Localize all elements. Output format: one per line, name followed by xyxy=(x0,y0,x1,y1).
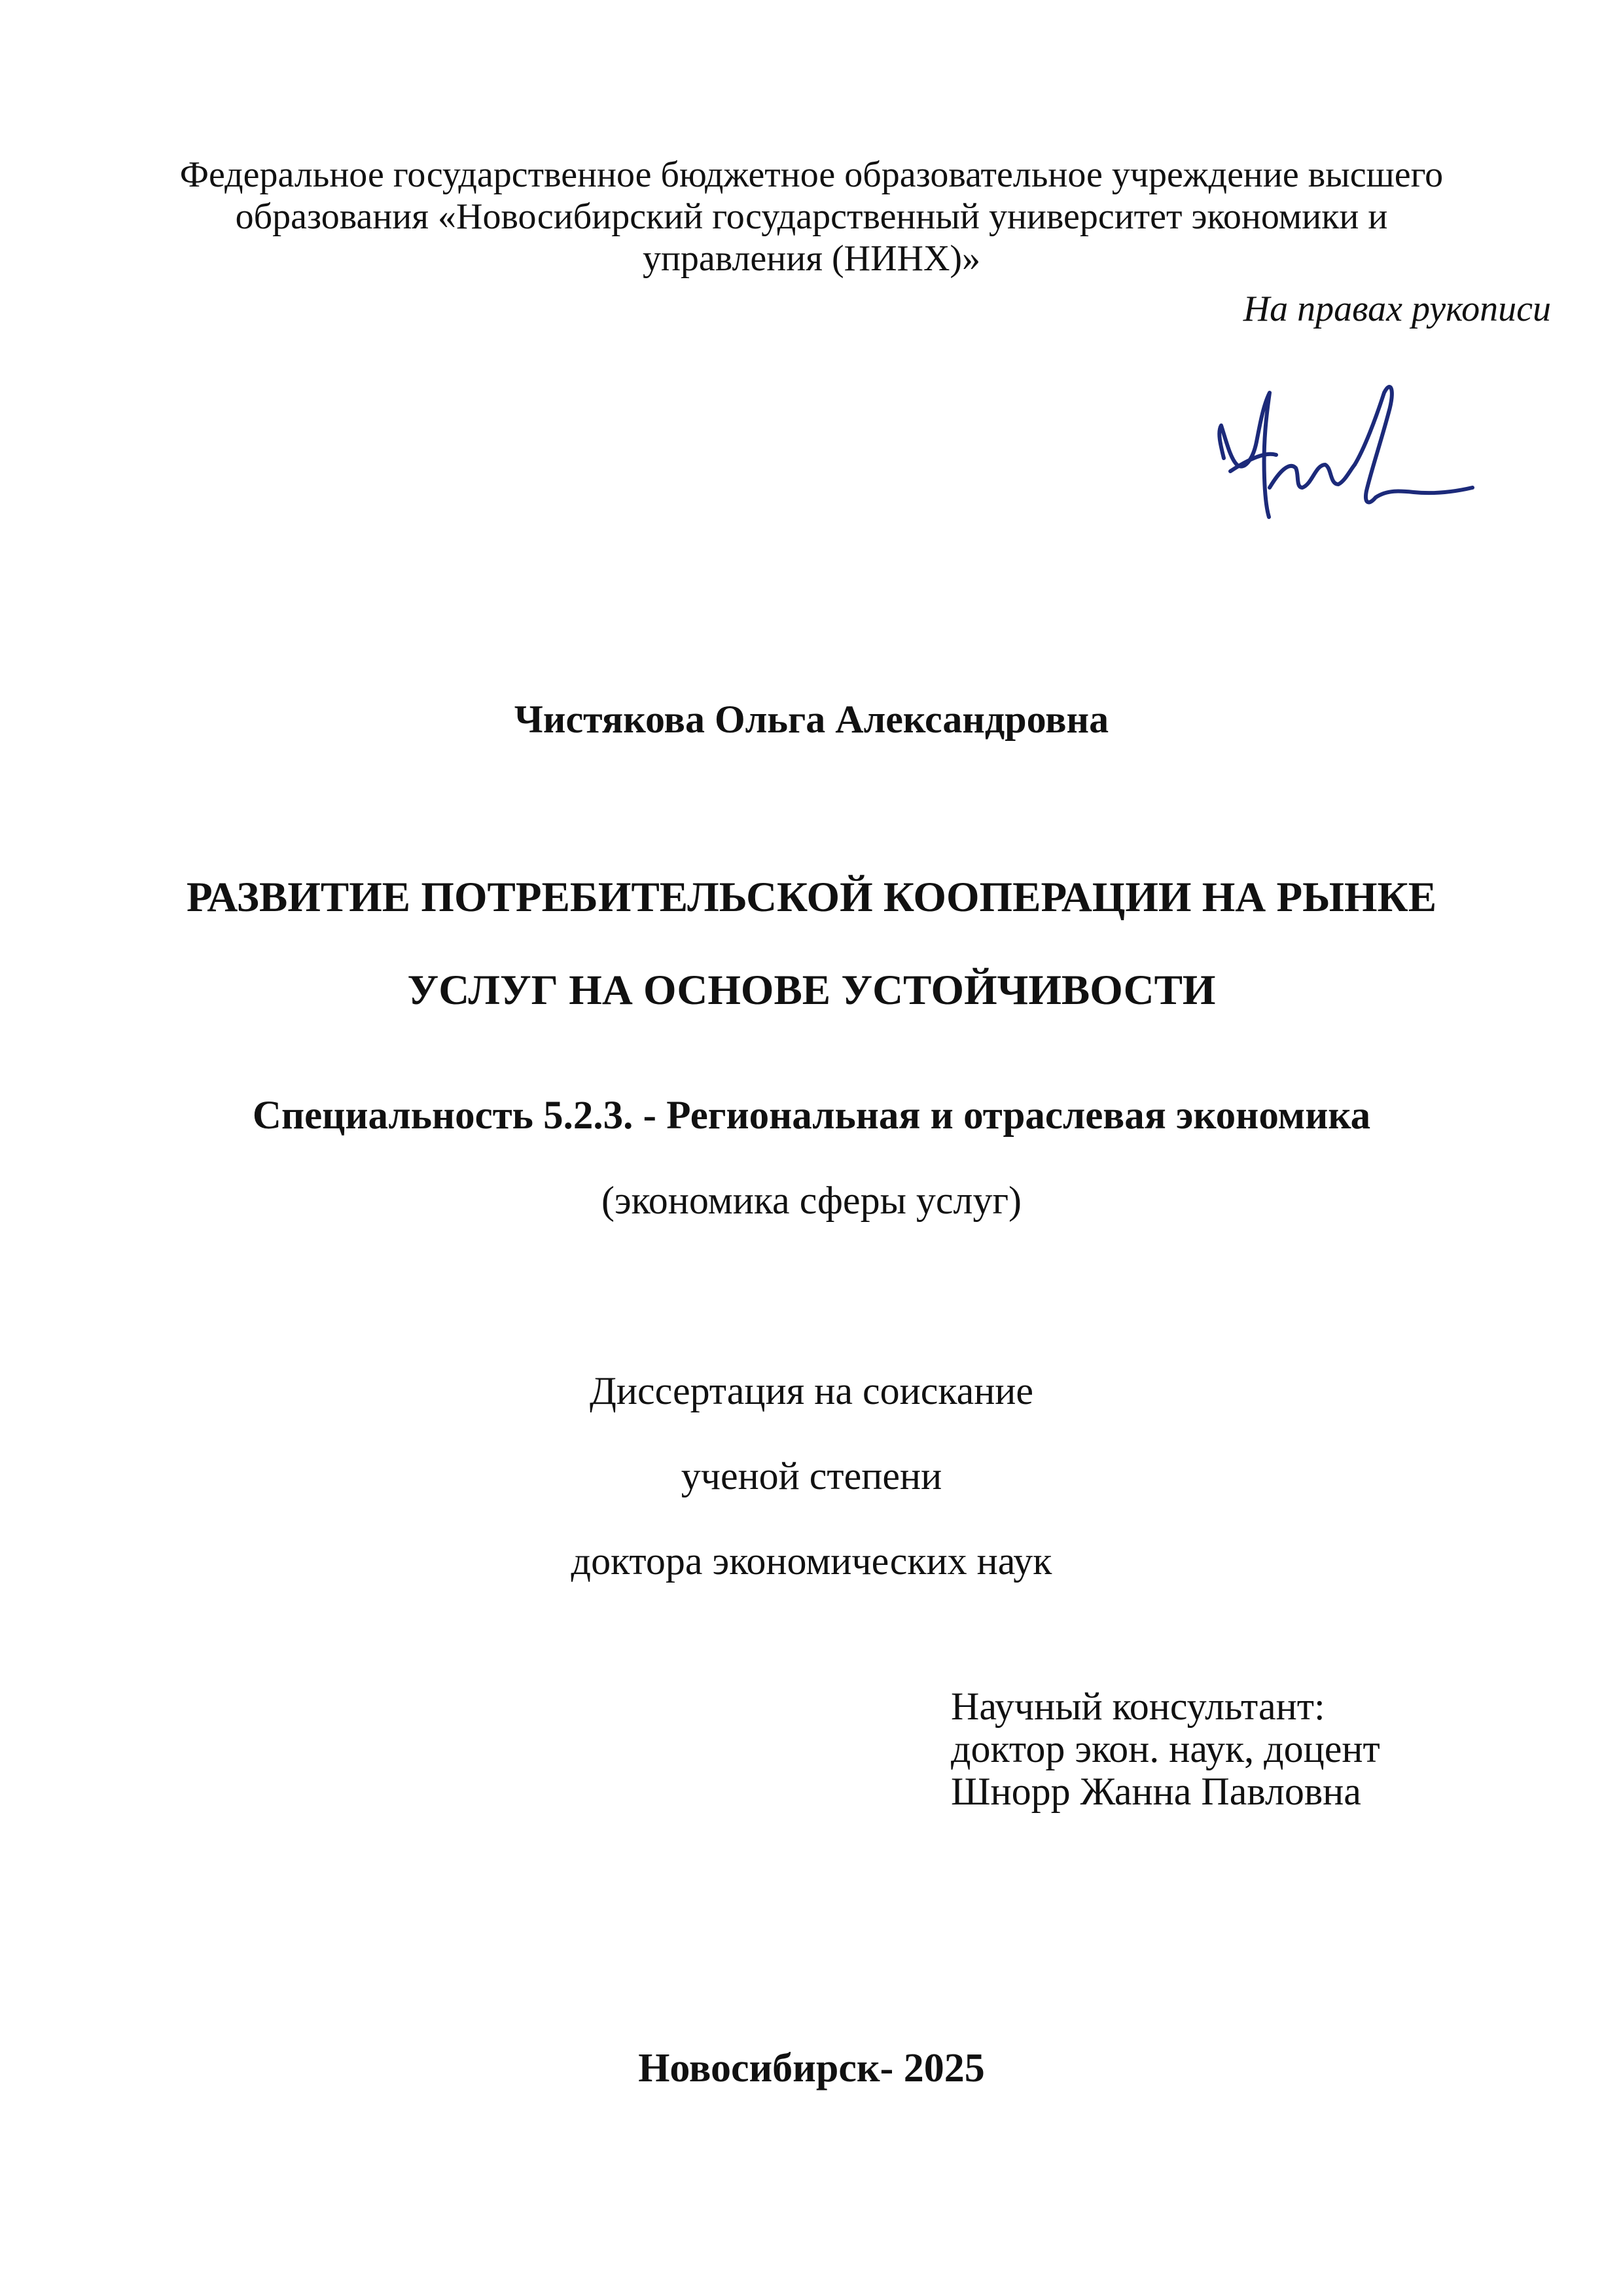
specialty-subfield: (экономика сферы услуг) xyxy=(601,1179,1022,1222)
degree-line-3: доктора экономических наук xyxy=(571,1539,1052,1583)
scientific-consultant xyxy=(951,1685,1380,1813)
institution-line-2: образования «Новосибирский государственный университет экономики и xyxy=(235,196,1388,237)
dissertation-title xyxy=(0,851,1623,1037)
title-line-2: УСЛУГ НА ОСНОВЕ УСТОЙЧИВОСТИ xyxy=(407,967,1216,1014)
manuscript-rights-note: На правах рукописи xyxy=(1243,289,1551,329)
specialty: Специальность 5.2.3. - Региональная и отраслевая экономика xyxy=(252,1094,1371,1138)
degree-line-1: Диссертация на соискание xyxy=(589,1369,1034,1412)
consultant-label: Научный консультант: xyxy=(951,1685,1325,1728)
handwritten-signature xyxy=(1204,380,1492,530)
title-line-1: РАЗВИТИЕ ПОТРЕБИТЕЛЬСКОЙ КООПЕРАЦИИ НА РЫНКЕ xyxy=(186,874,1437,921)
institution-line-1: Федеральное государственное бюджетное образовательное учреждение высшего xyxy=(179,154,1444,195)
institution-line-3: управления (НИНХ)» xyxy=(642,238,981,279)
institution-header xyxy=(0,154,1623,279)
degree-line-2: ученой степени xyxy=(681,1454,942,1498)
consultant-credentials: доктор экон. наук, доцент xyxy=(951,1727,1380,1770)
degree-statement xyxy=(0,1348,1623,1604)
author-name: Чистякова Ольга Александровна xyxy=(514,698,1109,741)
city-year: Новосибирск- 2025 xyxy=(638,2046,985,2090)
consultant-name: Шнорр Жанна Павловна xyxy=(951,1770,1361,1813)
